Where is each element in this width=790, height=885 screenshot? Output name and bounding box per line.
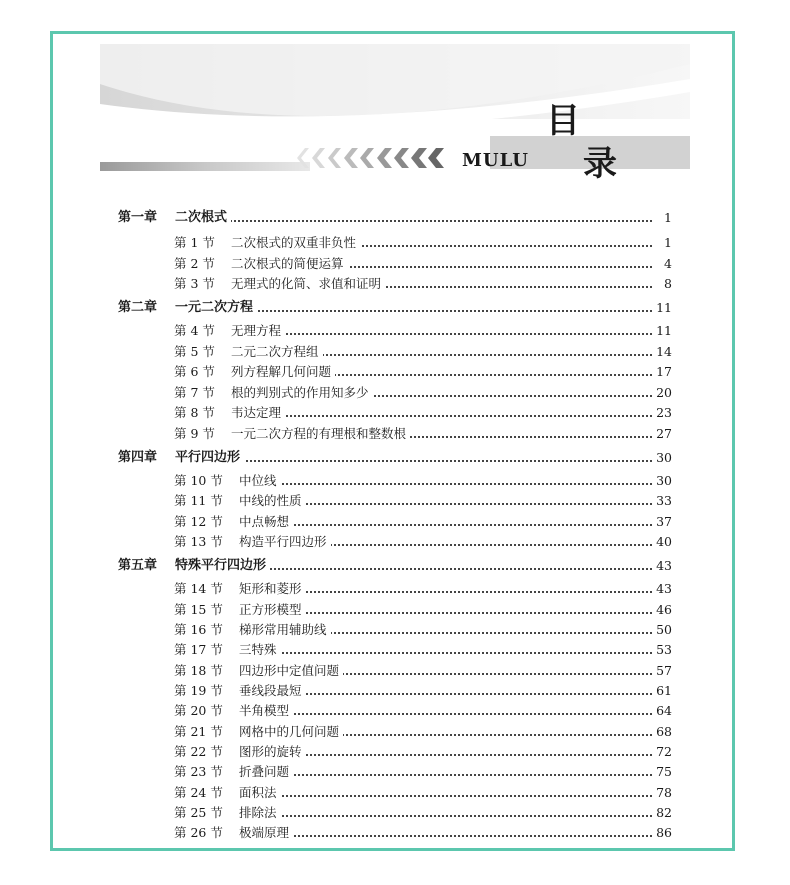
toc-entry-number: 第一章 xyxy=(118,210,158,225)
toc-page-number: 14 xyxy=(653,342,672,362)
toc-entry-number: 第 24 节 xyxy=(174,785,223,800)
toc-dot-leader xyxy=(239,634,652,654)
toc-page-number: 27 xyxy=(653,424,672,444)
toc-entry-number: 第 16 节 xyxy=(174,622,223,637)
toc-entry-number: 第 13 节 xyxy=(174,534,223,549)
toc-entry-number: 第 18 节 xyxy=(174,663,223,678)
toc-entry-title: 一元二次方程 xyxy=(175,298,257,318)
toc-dot-leader xyxy=(239,465,652,485)
toc-entry-number: 第 19 节 xyxy=(174,683,223,698)
toc-entry-number: 第 12 节 xyxy=(174,514,223,529)
toc-entry-number: 第 23 节 xyxy=(174,764,223,779)
toc-page-number: 57 xyxy=(653,661,672,681)
toc-entry-title: 中位线 xyxy=(239,471,281,491)
toc-entry-title: 根的判别式的作用知多少 xyxy=(231,383,373,403)
toc-entry-title: 列方程解几何问题 xyxy=(231,362,335,382)
chevrons-icon xyxy=(297,148,444,168)
toc-entry-title: 垂线段最短 xyxy=(239,681,306,701)
title-char-mu: 目 xyxy=(546,101,580,141)
toc-entry-title: 平行四边形 xyxy=(175,448,244,468)
toc-page-number: 11 xyxy=(653,298,672,318)
toc-page-number: 86 xyxy=(653,823,672,843)
toc-entry-title: 中点畅想 xyxy=(239,512,293,532)
toc-entry-number: 第 17 节 xyxy=(174,642,223,657)
toc-entry-number: 第 3 节 xyxy=(174,276,215,291)
toc-entry-number: 第 8 节 xyxy=(174,405,215,420)
toc-chapter-row[interactable] xyxy=(0,208,790,228)
toc-entry-title: 无理式的化简、求值和证明 xyxy=(231,274,385,294)
toc-section-row[interactable] xyxy=(0,823,790,843)
toc-dot-leader xyxy=(239,695,652,715)
toc-page-number: 11 xyxy=(653,321,672,341)
toc-entry-number: 第 25 节 xyxy=(174,805,223,820)
toc-section-row[interactable] xyxy=(0,274,790,294)
toc-page-number: 64 xyxy=(653,701,672,721)
toc-page-number: 4 xyxy=(661,254,672,274)
toc-section-row[interactable] xyxy=(0,424,790,444)
toc-entry-number: 第 11 节 xyxy=(174,493,223,508)
toc-page-number: 61 xyxy=(653,681,672,701)
toc-entry-title: 无理方程 xyxy=(231,321,285,341)
toc-entry-title: 排除法 xyxy=(239,803,281,823)
toc-page-number: 30 xyxy=(653,471,672,491)
toc-page-number: 23 xyxy=(653,403,672,423)
toc-entry-title: 构造平行四边形 xyxy=(239,532,331,552)
toc-entry-title: 二次根式的双重非负性 xyxy=(231,233,360,253)
toc-entry-number: 第 9 节 xyxy=(174,426,215,441)
toc-page-number: 82 xyxy=(653,803,672,823)
toc-page-number: 30 xyxy=(653,448,672,468)
toc-entry-number: 第 5 节 xyxy=(174,344,215,359)
toc-entry-title: 中线的性质 xyxy=(239,491,306,511)
toc-entry-number: 第 14 节 xyxy=(174,581,223,596)
toc-entry-number: 第 21 节 xyxy=(174,724,223,739)
toc-entry-title: 韦达定理 xyxy=(231,403,285,423)
toc-entry-number: 第 22 节 xyxy=(174,744,223,759)
toc-page-number: 72 xyxy=(653,742,672,762)
toc-page-number: 68 xyxy=(653,722,672,742)
toc-page-number: 1 xyxy=(661,208,672,228)
toc-entry-title: 二次根式 xyxy=(175,208,231,228)
toc-page-number: 37 xyxy=(653,512,672,532)
toc-page-number: 1 xyxy=(661,233,672,253)
toc-entry-number: 第 20 节 xyxy=(174,703,223,718)
toc-entry-number: 第五章 xyxy=(118,558,158,573)
toc-entry-number: 第 6 节 xyxy=(174,364,215,379)
toc-entry-title: 面积法 xyxy=(239,783,281,803)
toc-page-number: 43 xyxy=(653,556,672,576)
toc-page-number: 33 xyxy=(653,491,672,511)
toc-entry-number: 第四章 xyxy=(118,450,158,465)
toc-page-number: 46 xyxy=(653,600,672,620)
toc-page-number: 78 xyxy=(653,783,672,803)
toc-entry-number: 第二章 xyxy=(118,300,158,315)
toc-page-number: 53 xyxy=(653,640,672,660)
toc-dot-leader xyxy=(231,315,652,335)
toc-entry-title: 网格中的几何问题 xyxy=(239,722,343,742)
toc-dot-leader xyxy=(239,777,652,797)
toc-entry-title: 矩形和菱形 xyxy=(239,579,306,599)
toc-entry-title: 半角模型 xyxy=(239,701,293,721)
toc-entry-title: 一元二次方程的有理根和整数根 xyxy=(231,424,410,444)
toc-entry-number: 第 15 节 xyxy=(174,602,223,617)
toc-entry-number: 第 2 节 xyxy=(174,256,215,271)
toc-entry-title: 正方形模型 xyxy=(239,600,306,620)
toc-entry-title: 特殊平行四边形 xyxy=(175,556,270,576)
toc-entry-number: 第 10 节 xyxy=(174,473,223,488)
toc-page-number: 40 xyxy=(653,532,672,552)
toc-dot-leader xyxy=(231,397,652,417)
toc-dot-leader xyxy=(239,756,652,776)
toc-dot-leader xyxy=(175,442,652,462)
toc-page-number: 43 xyxy=(653,579,672,599)
toc-entry-title: 四边形中定值问题 xyxy=(239,661,343,681)
toc-page-number: 50 xyxy=(653,620,672,640)
toc-page-number: 17 xyxy=(653,362,672,382)
toc-entry-title: 极端原理 xyxy=(239,823,293,843)
title-char-lu: 录 xyxy=(583,144,617,184)
toc-entry-title: 图形的旋转 xyxy=(239,742,306,762)
toc-dot-leader xyxy=(239,797,652,817)
toc-page-number: 20 xyxy=(653,383,672,403)
toc-dot-leader xyxy=(239,817,652,837)
mulu-label: MULU xyxy=(462,150,529,171)
toc-entry-number: 第 7 节 xyxy=(174,385,215,400)
toc-entry-title: 二元二次方程组 xyxy=(231,342,323,362)
toc-entry-title: 梯形常用辅助线 xyxy=(239,620,331,640)
toc-dot-leader xyxy=(175,202,652,222)
toc-section-row[interactable] xyxy=(0,532,790,552)
toc-page-number: 75 xyxy=(653,762,672,782)
toc-entry-title: 二次根式的简便运算 xyxy=(231,254,348,274)
toc-entry-title: 三特殊 xyxy=(239,640,281,660)
toc-entry-number: 第 4 节 xyxy=(174,323,215,338)
toc-page-number: 8 xyxy=(661,274,672,294)
toc-entry-number: 第 26 节 xyxy=(174,825,223,840)
toc-entry-number: 第 1 节 xyxy=(174,235,215,250)
toc-dot-leader xyxy=(239,506,652,526)
toc-entry-title: 折叠问题 xyxy=(239,762,293,782)
